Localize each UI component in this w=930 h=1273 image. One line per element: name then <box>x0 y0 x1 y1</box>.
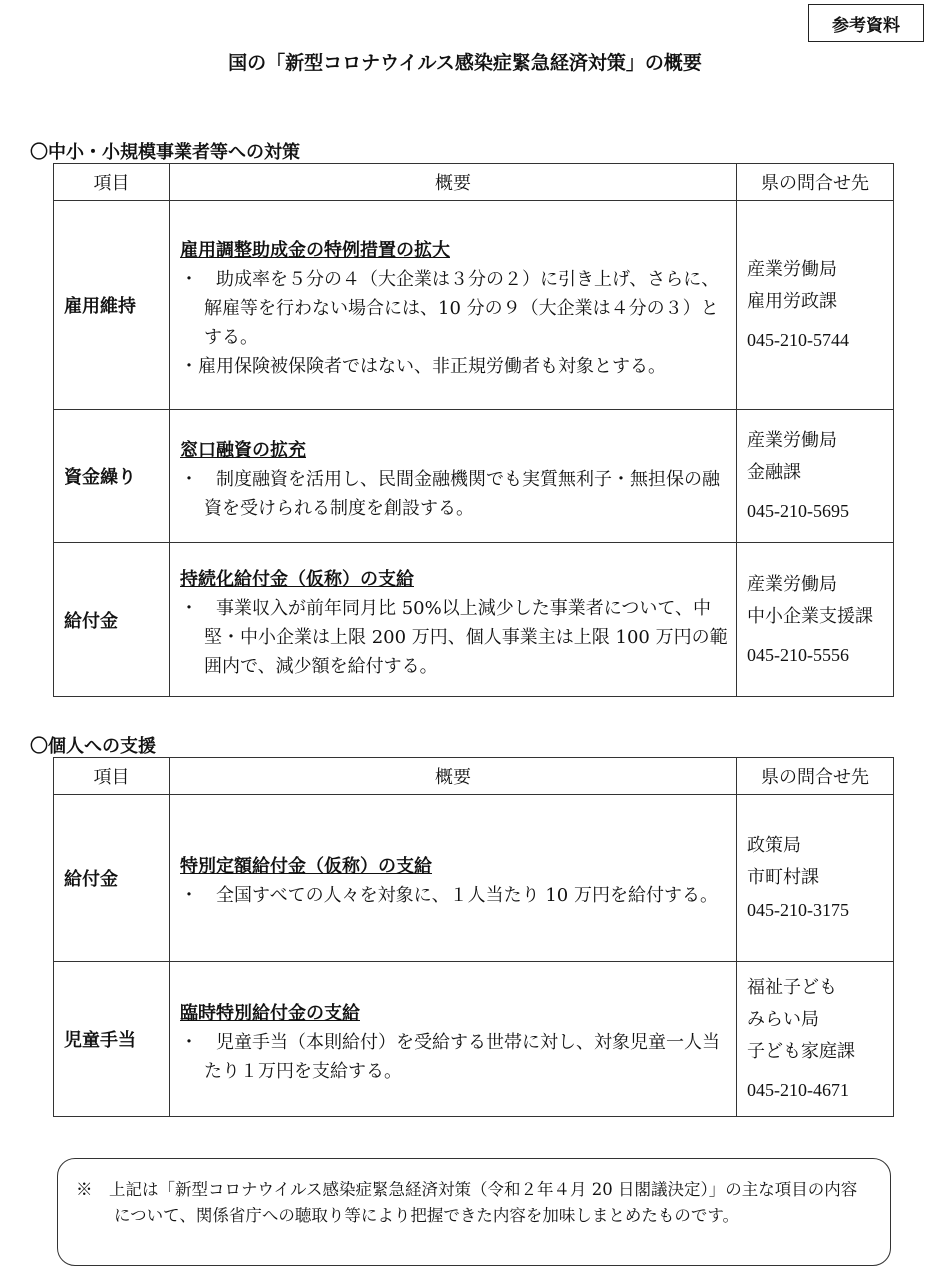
bullet-text: ・ 制度融資を活用し、民間金融機関でも実質無利子・無担保の融資を受けられる制度を創設する。 <box>180 468 720 519</box>
row-contact <box>737 795 894 962</box>
item-title: 雇用調整助成金の特例措置の拡大 <box>180 239 450 261</box>
row-summary <box>170 543 737 697</box>
document-title: 国の「新型コロナウイルス感染症緊急経済対策」の概要 <box>228 52 702 74</box>
item-title: 臨時特別給付金の支給 <box>180 1002 360 1024</box>
row-summary <box>170 795 737 962</box>
row-summary <box>170 962 737 1117</box>
contact-division: 中小企業支援課 <box>747 605 873 627</box>
bullet-text: ・ 全国すべての人々を対象に、１人当たり 10 万円を給付する。 <box>180 885 718 906</box>
table-row <box>54 543 894 697</box>
contact-division: 子ども家庭課 <box>747 1041 855 1062</box>
business-measures-table <box>53 163 894 697</box>
table-row <box>54 795 894 962</box>
contact-division: 雇用労政課 <box>747 291 837 312</box>
item-title: 窓口融資の拡充 <box>180 439 306 461</box>
contact-dept: 福祉子ども <box>747 977 837 998</box>
header-summary: 概要 <box>170 164 737 201</box>
table-row <box>54 201 894 410</box>
row-contact <box>737 410 894 543</box>
bullet-text: ・雇用保険被保険者ではない、非正規労働者も対象とする。 <box>180 355 666 377</box>
contact-phone: 045-210-4671 <box>747 1080 849 1100</box>
bullet-text: ・ 事業収入が前年同月比 50%以上減少した事業者について、中堅・中小企業は上限 200 万円、個人事業主は上限 100 万円の範囲内で、減少額を給付する。 <box>180 597 728 677</box>
header-summary: 概要 <box>170 758 737 795</box>
table-header-row <box>54 758 894 795</box>
item-title: 特別定額給付金（仮称）の支給 <box>180 856 432 877</box>
contact-division: 市町村課 <box>747 867 819 888</box>
footnote-box <box>57 1158 891 1266</box>
row-category: 児童手当 <box>54 962 170 1117</box>
item-title: 持続化給付金（仮称）の支給 <box>180 568 414 590</box>
section-heading-individual: 〇個人への支援 <box>30 736 156 757</box>
header-contact: 県の問合せ先 <box>737 758 894 795</box>
row-category: 雇用維持 <box>54 201 170 410</box>
row-contact <box>737 201 894 410</box>
table-row <box>54 962 894 1117</box>
contact-dept: 産業労働局 <box>747 430 837 451</box>
bullet-text: ・ 児童手当（本則給付）を受給する世帯に対し、対象児童一人当たり１万円を支給する。 <box>180 1031 720 1082</box>
row-category: 給付金 <box>54 795 170 962</box>
contact-dept: 産業労働局 <box>747 573 837 595</box>
contact-phone: 045-210-5556 <box>747 644 849 665</box>
bullet-text: ・ 助成率を５分の４（大企業は３分の２）に引き上げ、さらに、解雇等を行わない場合には、10 分の９（大企業は４分の３）とする。 <box>180 268 720 348</box>
footnote-text: ※ 上記は「新型コロナウイルス感染症緊急経済対策（令和２年４月 20 日閣議決定）」の主な項目の内容について、関係省庁への聴取り等により把握できた内容を加味しまとめたものです。 <box>76 1180 858 1225</box>
header-item: 項目 <box>54 758 170 795</box>
contact-division: 金融課 <box>747 462 801 483</box>
table-header-row <box>54 164 894 201</box>
section-heading-business: 〇中小・小規模事業者等への対策 <box>30 142 300 163</box>
header-contact: 県の問合せ先 <box>737 164 894 201</box>
contact-division: みらい局 <box>747 1009 819 1030</box>
reference-label: 参考資料 <box>808 4 924 42</box>
table-row <box>54 410 894 543</box>
contact-phone: 045-210-5744 <box>747 330 849 350</box>
row-category: 資金繰り <box>54 410 170 543</box>
contact-phone: 045-210-3175 <box>747 900 849 920</box>
contact-dept: 産業労働局 <box>747 259 837 280</box>
row-category: 給付金 <box>54 543 170 697</box>
row-summary <box>170 410 737 543</box>
row-contact <box>737 962 894 1117</box>
header-item: 項目 <box>54 164 170 201</box>
row-summary <box>170 201 737 410</box>
individual-support-table <box>53 757 894 1117</box>
contact-phone: 045-210-5695 <box>747 501 849 521</box>
row-contact <box>737 543 894 697</box>
contact-dept: 政策局 <box>747 835 801 856</box>
